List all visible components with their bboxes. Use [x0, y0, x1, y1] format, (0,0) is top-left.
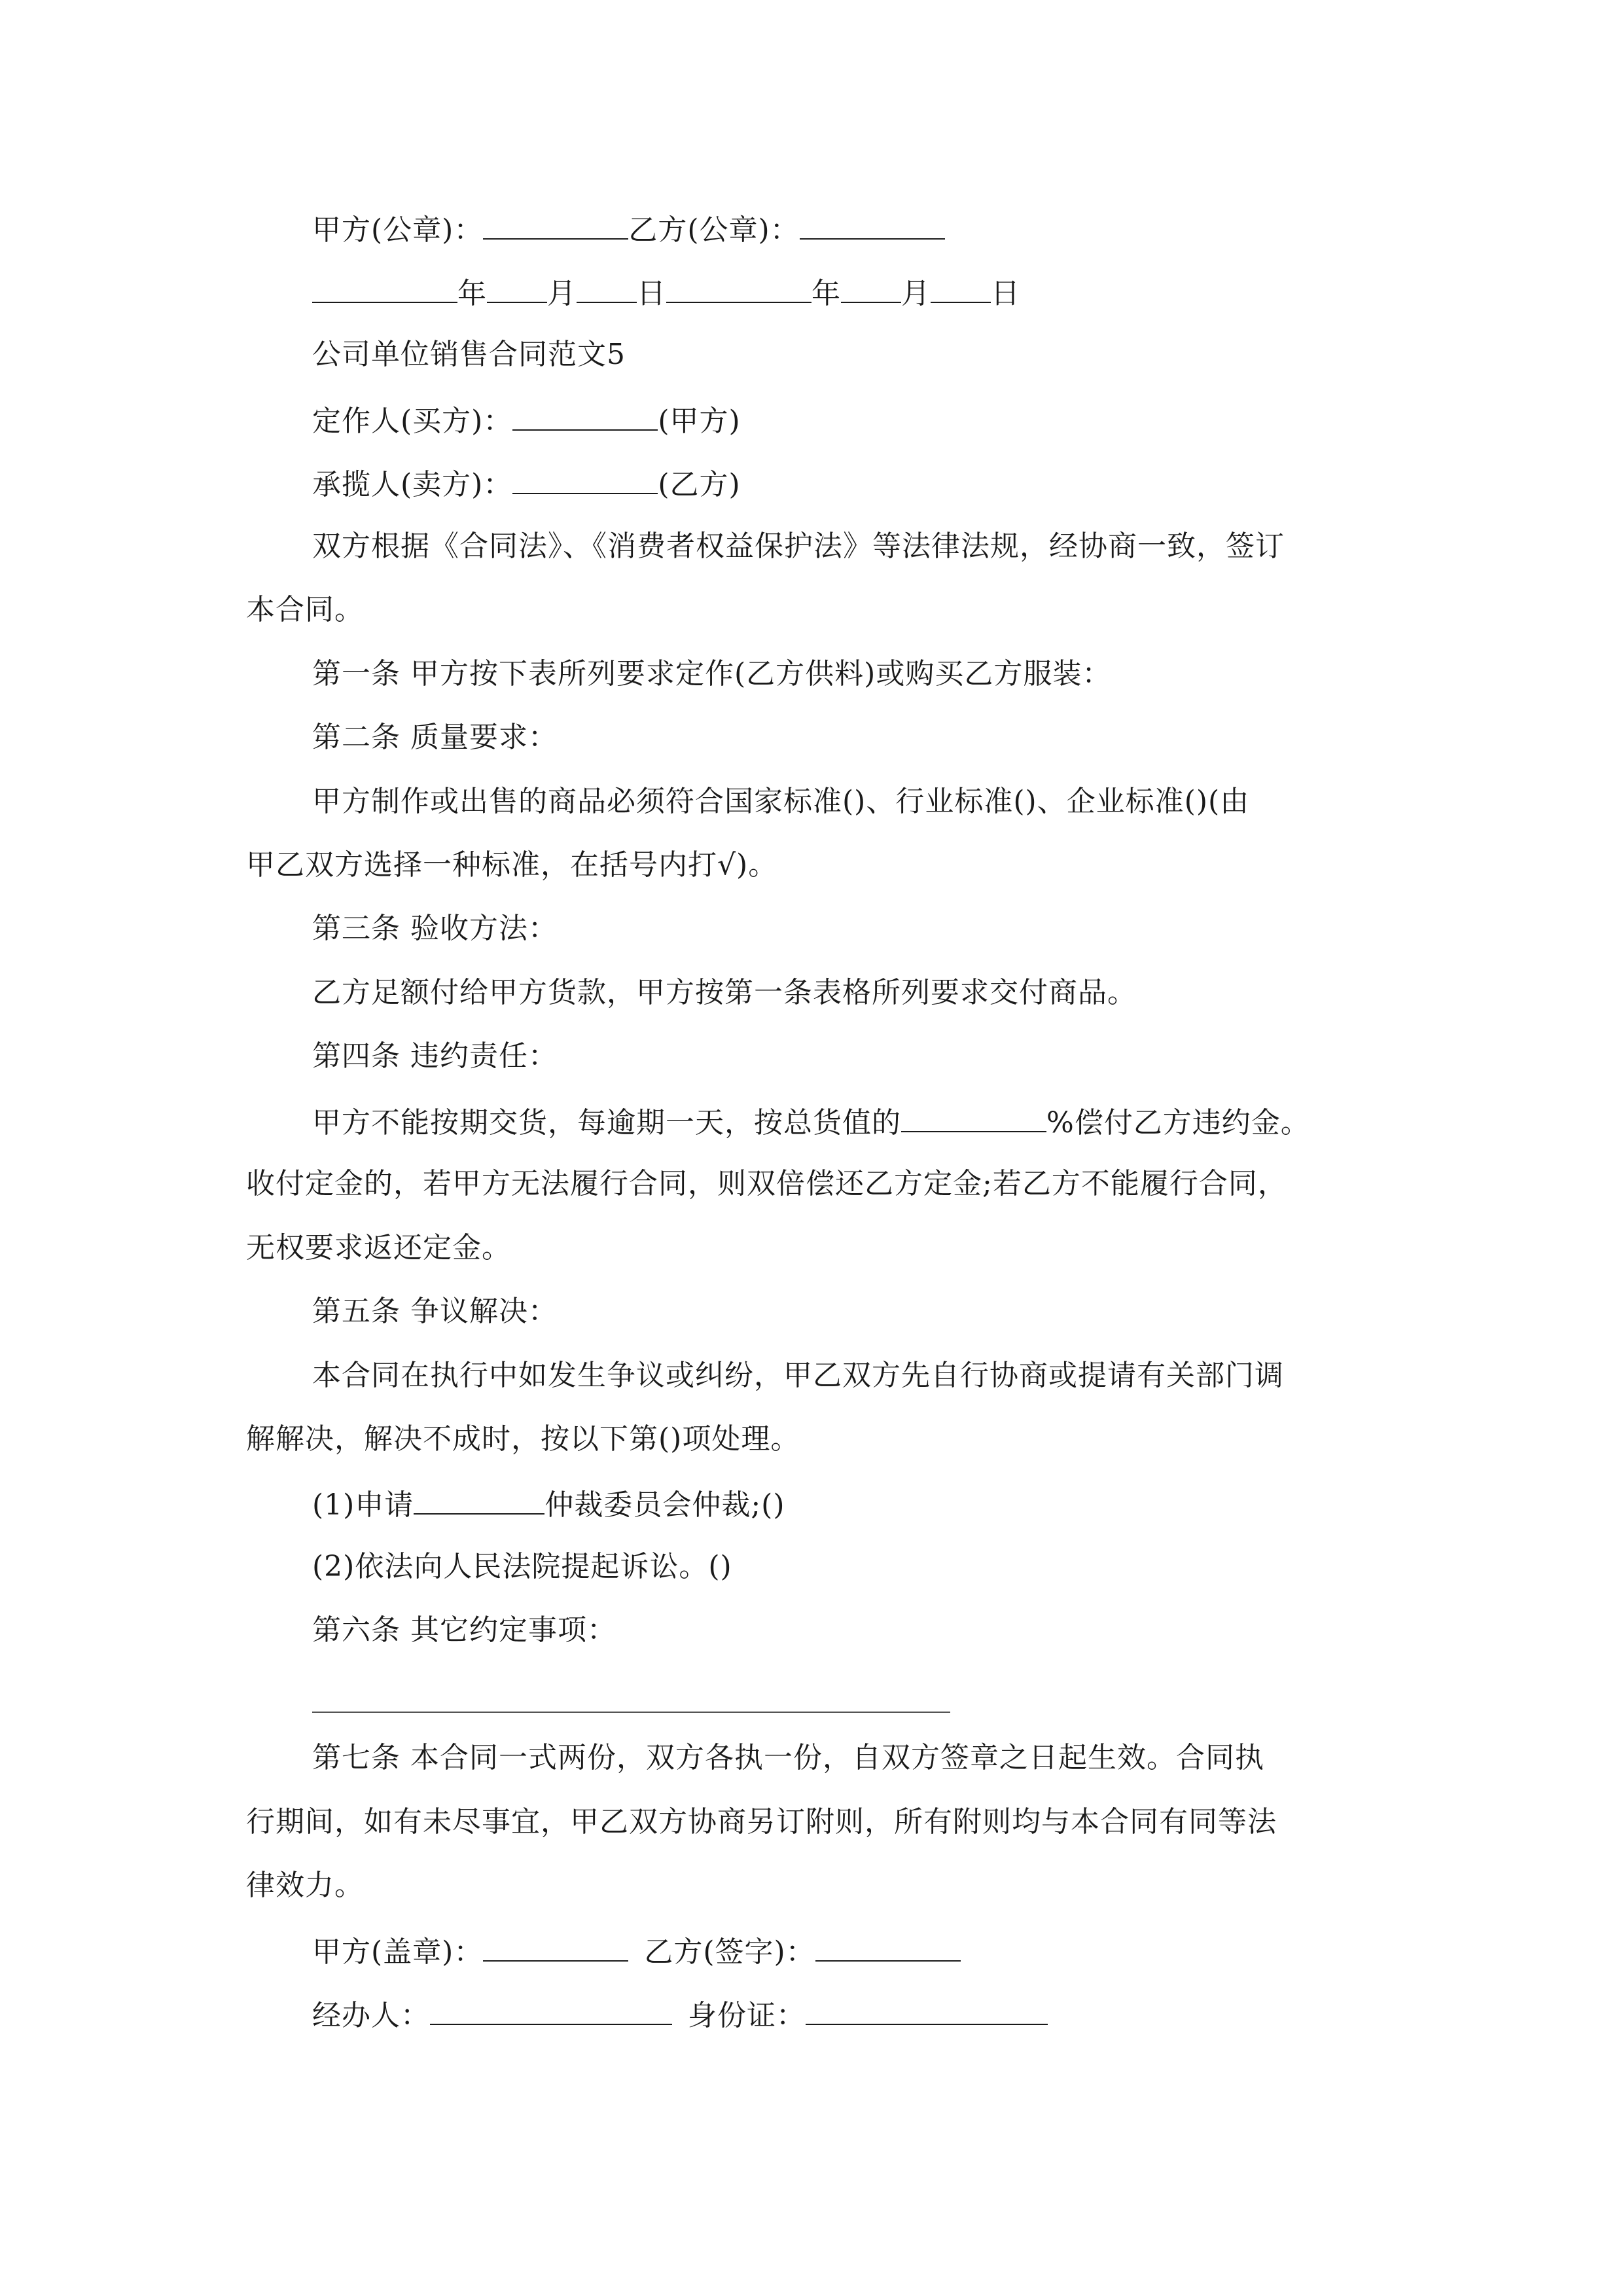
arbitration-committee-blank: [414, 1483, 544, 1515]
article-4-line-1-post: %偿付乙方违约金。: [1046, 1106, 1310, 1139]
party-b-seal-blank: [800, 208, 945, 240]
seller-blank: [512, 463, 658, 494]
id-card-blank: [806, 1994, 1048, 2025]
agent-label: 经办人：: [312, 1999, 430, 2032]
signature-line-sign: [312, 1930, 1464, 1972]
article-2-title: 第二条 质量要求：: [312, 721, 558, 754]
year-label-b: 年: [812, 277, 841, 310]
article-3-title: 第三条 验收方法：: [312, 912, 558, 945]
article-3-body: 乙方足额付给甲方货款，甲方按第一条表格所列要求交付商品。: [312, 976, 1137, 1009]
buyer-blank: [512, 399, 658, 431]
buyer-suffix: (甲方): [658, 404, 741, 438]
article-7-line-2: 行期间，如有未尽事宜，甲乙双方协商另订附则，所有附则均与本合同有同等法: [246, 1805, 1277, 1839]
day-blank-a: [577, 272, 637, 303]
year-blank-a: [312, 272, 457, 303]
article-7-line-1: 第七条 本合同一式两份，双方各执一份，自双方签章之日起生效。合同执: [312, 1741, 1264, 1774]
agent-blank: [430, 1994, 672, 2025]
seller-label: 承揽人(卖方)：: [312, 468, 513, 501]
article-4-line-1-pre: 甲方不能按期交货，每逾期一天，按总货值的: [312, 1106, 901, 1139]
option-1-post: 仲裁委员会仲裁;(): [544, 1488, 785, 1522]
signature-line-seal: [312, 208, 1464, 250]
article-5-line-2: 解解决，解决不成时，按以下第()项处理。: [246, 1422, 800, 1456]
article-5-line-1: 本合同在执行中如发生争议或纠纷，甲乙双方先自行协商或提请有关部门调: [312, 1359, 1284, 1392]
date-line: [312, 272, 1464, 314]
article-5-title: 第五条 争议解决：: [312, 1295, 558, 1328]
article-5-option-2: (2)依法向人民法院提起诉讼。(): [312, 1550, 732, 1583]
month-label-a: 月: [547, 277, 577, 310]
document-title: 公司单位销售合同范文5: [312, 338, 626, 371]
party-b-sign-blank: [815, 1930, 961, 1962]
month-blank-a: [487, 272, 547, 303]
party-a-stamp-blank: [483, 1930, 628, 1962]
preamble-line-2: 本合同。: [246, 593, 364, 626]
article-7-line-3: 律效力。: [246, 1869, 364, 1902]
party-b-sign-label: 乙方(签字)：: [644, 1935, 815, 1969]
penalty-rate-blank: [901, 1101, 1046, 1132]
buyer-line: [312, 399, 1464, 441]
other-terms-rule: [312, 1712, 950, 1713]
year-label-a: 年: [457, 277, 487, 310]
option-1-pre: (1)申请: [312, 1488, 414, 1522]
article-4-line-2: 收付定金的，若甲方无法履行合同，则双倍偿还乙方定金;若乙方不能履行合同，: [246, 1167, 1287, 1200]
party-a-stamp-label: 甲方(盖章)：: [312, 1935, 484, 1969]
year-blank-b: [666, 272, 812, 303]
party-a-seal-label: 甲方(公章)：: [312, 213, 484, 247]
day-blank-b: [931, 272, 991, 303]
seller-line: [312, 463, 1464, 505]
article-6-title: 第六条 其它约定事项：: [312, 1613, 616, 1647]
article-4-title: 第四条 违约责任：: [312, 1039, 558, 1073]
party-b-seal-label: 乙方(公章)：: [628, 213, 800, 247]
month-label-b: 月: [901, 277, 931, 310]
id-card-label: 身份证：: [688, 1999, 806, 2032]
buyer-label: 定作人(买方)：: [312, 404, 513, 438]
party-a-seal-blank: [483, 208, 628, 240]
article-4-line-1: [312, 1101, 1464, 1143]
agent-line: [312, 1994, 1464, 2036]
article-4-line-3: 无权要求返还定金。: [246, 1231, 511, 1265]
article-5-option-1: [312, 1483, 1464, 1525]
day-label-b: 日: [991, 277, 1020, 310]
article-2-line-2: 甲乙双方选择一种标准，在括号内打√)。: [246, 848, 778, 882]
article-1: 第一条 甲方按下表所列要求定作(乙方供料)或购买乙方服装：: [312, 657, 1112, 691]
day-label-a: 日: [637, 277, 666, 310]
seller-suffix: (乙方): [658, 468, 741, 501]
article-2-line-1: 甲方制作或出售的商品必须符合国家标准()、行业标准()、企业标准()(由: [312, 785, 1250, 818]
preamble-line-1: 双方根据《合同法》、《消费者权益保护法》等法律法规，经协商一致，签订: [312, 529, 1285, 563]
month-blank-b: [841, 272, 901, 303]
